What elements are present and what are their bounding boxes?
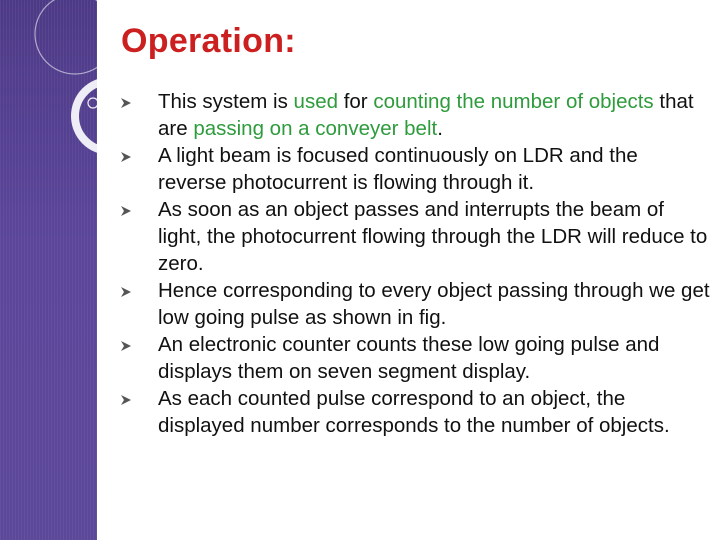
bullet-text: As each counted pulse correspond to an object, the displayed number corresponds to the number of objects. <box>158 387 670 437</box>
dot-icon <box>98 110 114 126</box>
bullet-text: A light beam is focused continuously on LDR and the reverse photocurrent is flowing through it. <box>158 144 638 194</box>
bullet-item <box>120 196 710 277</box>
arrow-bullet-icon <box>120 142 132 169</box>
arrow-bullet-icon <box>120 196 132 223</box>
bullet-item <box>120 88 710 142</box>
bullet-text: . <box>437 117 443 140</box>
bullet-text: As soon as an object passes and interrupts the beam of light, the photocurrent flowing through the LDR will reduce to zero. <box>158 198 708 275</box>
decorative-circles <box>0 0 140 160</box>
bullet-text: Hence corresponding to every object passing through we get low going pulse as shown in fig. <box>158 279 710 329</box>
bullet-item <box>120 277 710 331</box>
bullet-text: An electronic counter counts these low going pulse and displays them on seven segment display. <box>158 333 660 383</box>
bullet-item <box>120 142 710 196</box>
bullet-text: that are <box>158 90 694 140</box>
arrow-bullet-icon <box>120 277 132 304</box>
slide-title: Operation: <box>121 22 296 60</box>
arrow-bullet-icon <box>120 385 132 412</box>
bullet-item <box>120 331 710 385</box>
bullet-text: for <box>338 90 374 113</box>
bullet-text: This system is <box>158 90 294 113</box>
bullet-list-container <box>120 88 710 439</box>
highlighted-text: passing on a conveyer belt <box>193 117 438 140</box>
arrow-bullet-icon <box>120 331 132 358</box>
large-ring-icon <box>35 0 115 74</box>
highlighted-text: counting the number of objects <box>373 90 654 113</box>
small-ring-icon <box>88 98 98 108</box>
bullet-item <box>120 385 710 439</box>
highlighted-text: used <box>293 90 339 113</box>
bullet-list <box>120 88 710 439</box>
arrow-bullet-icon <box>120 88 132 115</box>
